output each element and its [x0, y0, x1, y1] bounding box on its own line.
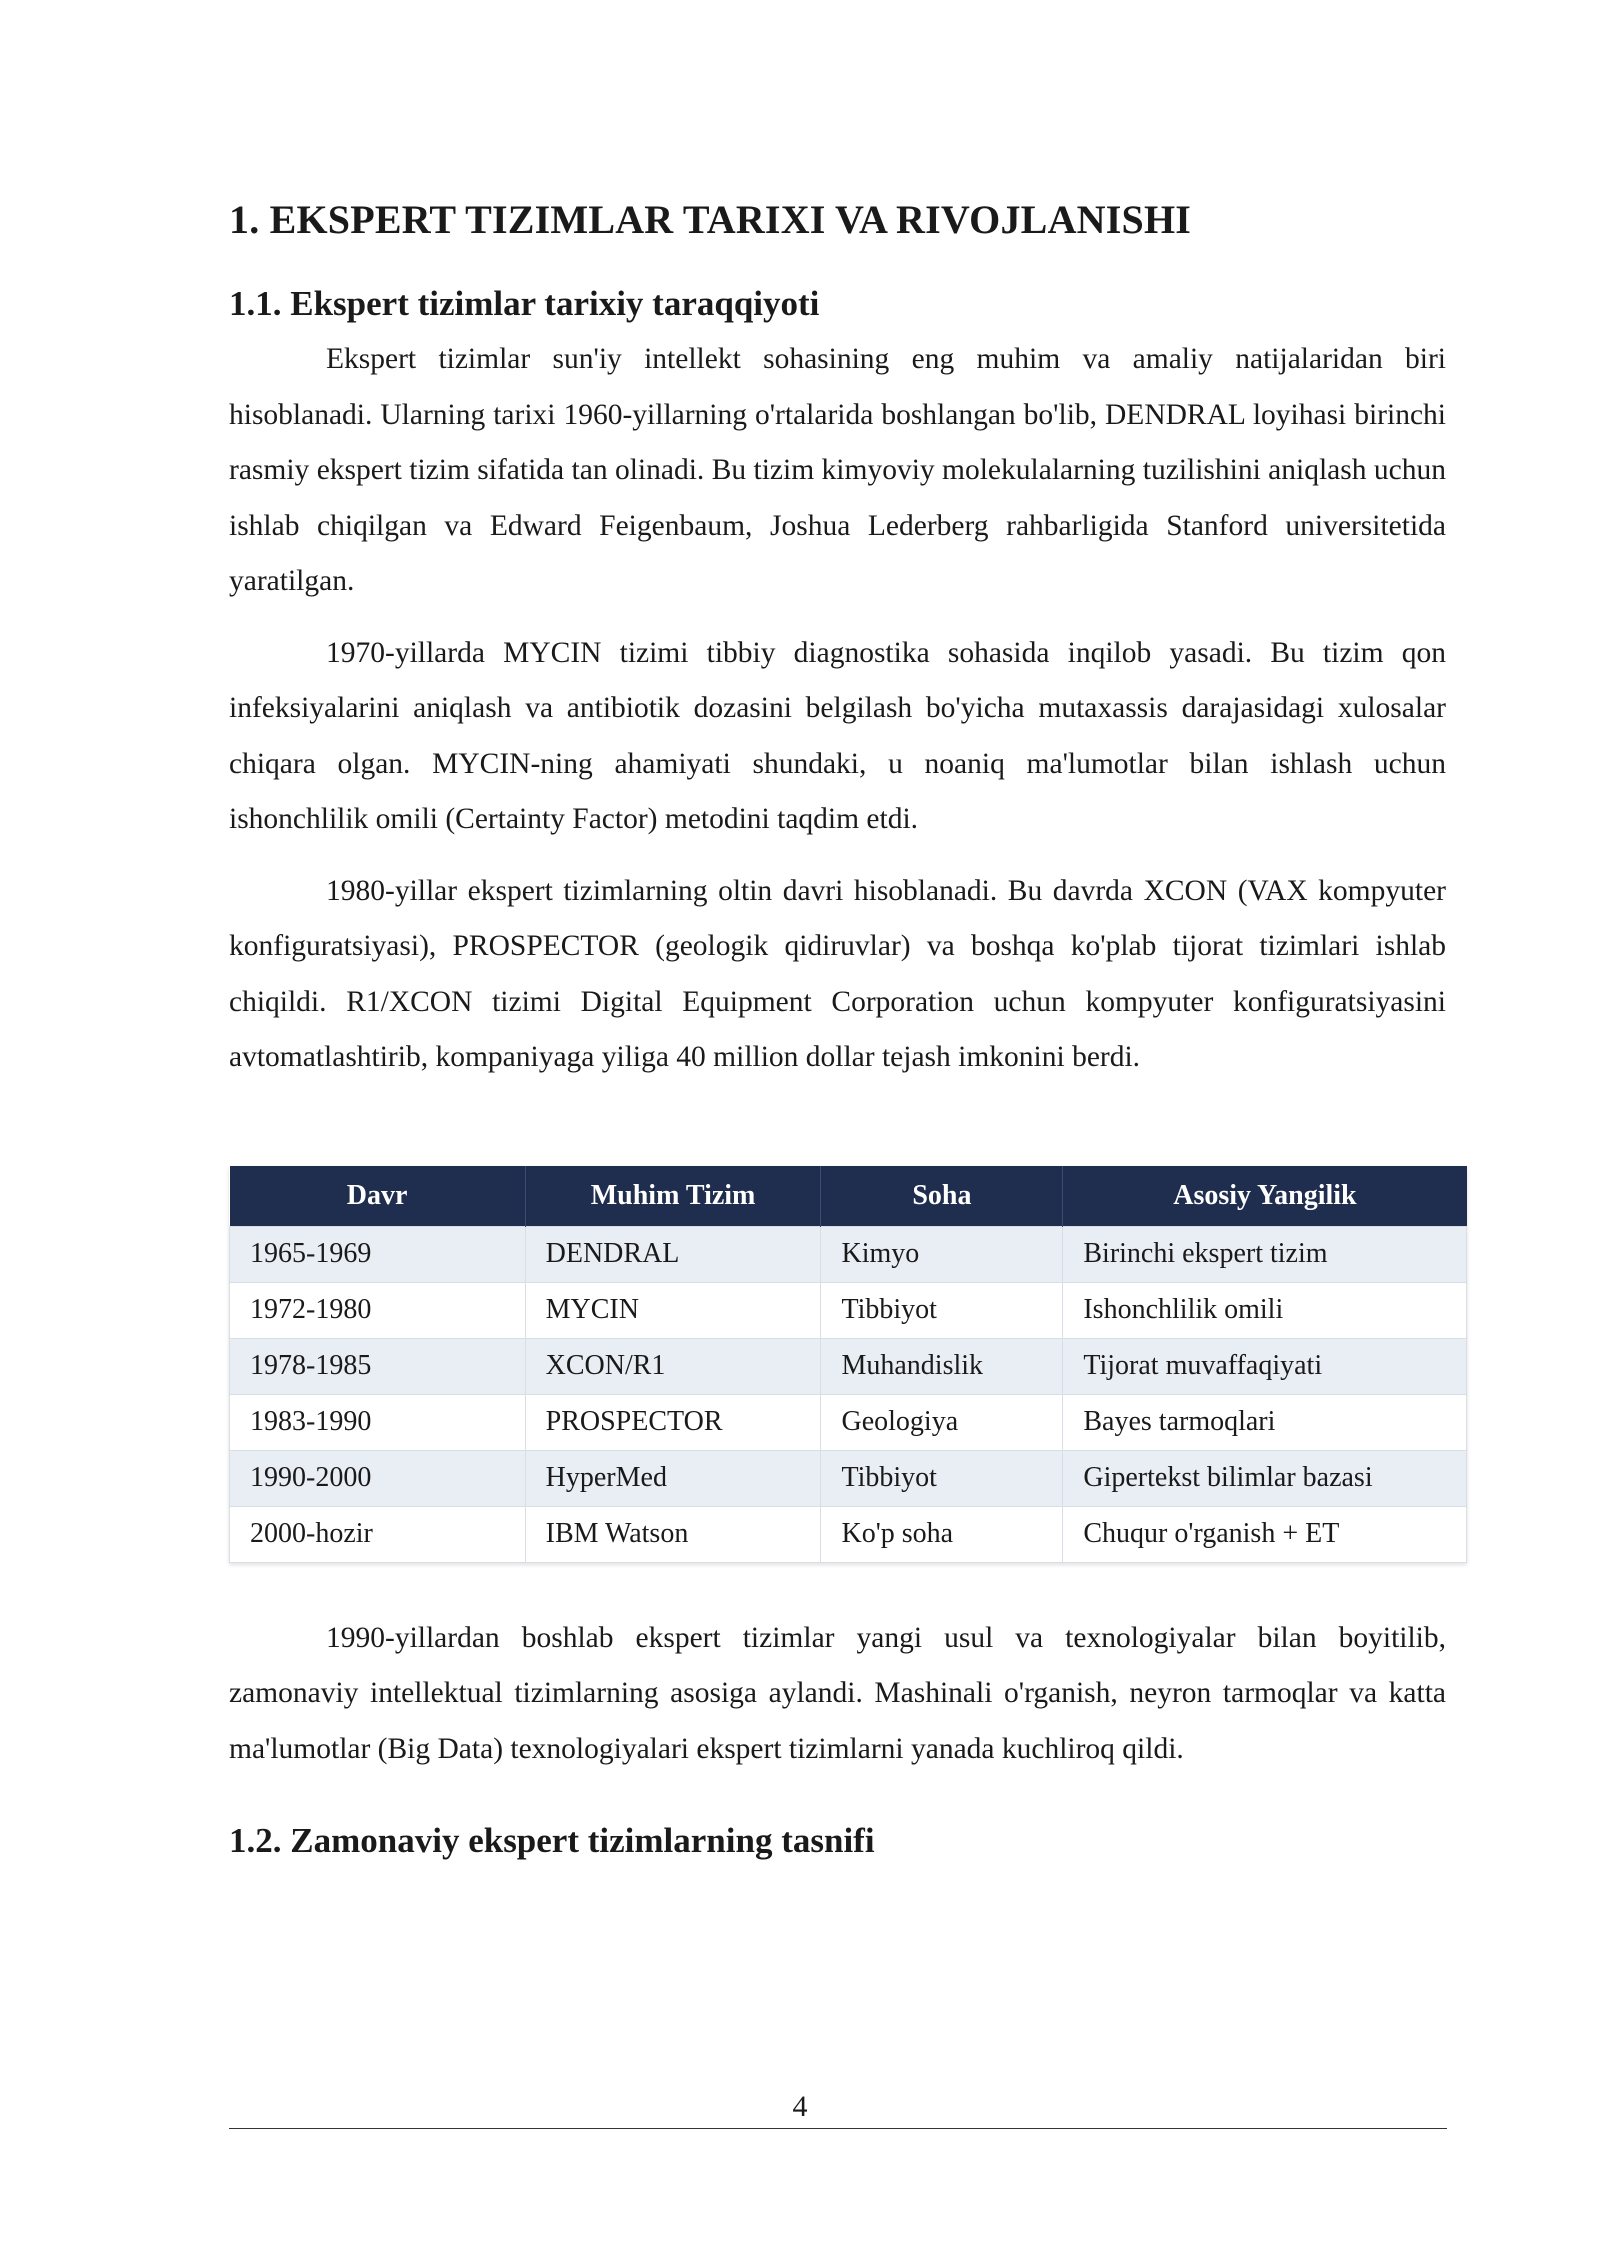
table-header-soha: Soha	[821, 1166, 1063, 1227]
table-cell-field: Muhandislik	[821, 1338, 1063, 1394]
history-table-wrapper	[229, 1166, 1467, 1563]
table-cell-innovation: Ishonchlilik omili	[1063, 1282, 1467, 1338]
history-table	[229, 1166, 1467, 1563]
table-cell-field: Ko'p soha	[821, 1506, 1063, 1562]
section-title-1-1: 1.1. Ekspert tizimlar tarixiy taraqqiyoti	[229, 284, 820, 323]
paragraph-golden-age: 1980-yillar ekspert tizimlarning oltin davri hisoblanadi. Bu davrda XCON (VAX kompyuter konfiguratsiyasi), PROSPECTOR (geologik qidiruvlar) va boshqa ko'plab tijorat tizimlari ishlab chiqildi. R1/XCON tizimi Digital Equipment Corporation uchun kompyuter konfiguratsiyasini avtomatlashtirib, kompaniyaga yiliga 40 million dollar tejash imkonini berdi.	[229, 874, 1446, 1073]
table-cell-period: 1972-1980	[230, 1282, 526, 1338]
table-cell-period: 1983-1990	[230, 1394, 526, 1450]
table-row	[230, 1506, 1467, 1562]
table-cell-system: MYCIN	[525, 1282, 821, 1338]
table-cell-system: PROSPECTOR	[525, 1394, 821, 1450]
table-cell-system: HyperMed	[525, 1450, 821, 1506]
paragraph-modern-era: 1990-yillardan boshlab ekspert tizimlar yangi usul va texnologiyalar bilan boyitilib, zamonaviy intellektual tizimlarning asosiga aylandi. Mashinali o'rganish, neyron tarmoqlar va katta ma'lumotlar (Big Data) texnologiyalari ekspert tizimlarni yanada kuchliroq qildi.	[229, 1621, 1446, 1765]
table-row	[230, 1282, 1467, 1338]
chapter-title: 1. EKSPERT TIZIMLAR TARIXI VA RIVOJLANISHI	[229, 197, 1192, 242]
table-row	[230, 1394, 1467, 1450]
table-header-davr: Davr	[230, 1166, 526, 1227]
table-cell-period: 1978-1985	[230, 1338, 526, 1394]
table-row	[230, 1226, 1467, 1282]
table-cell-field: Tibbiyot	[821, 1282, 1063, 1338]
table-header-muhim-tizim: Muhim Tizim	[525, 1166, 821, 1227]
table-cell-field: Kimyo	[821, 1226, 1063, 1282]
table-cell-field: Geologiya	[821, 1394, 1063, 1450]
table-row	[230, 1450, 1467, 1506]
section-title-1-2: 1.2. Zamonaviy ekspert tizimlarning tasnifi	[229, 1821, 875, 1860]
table-cell-system: XCON/R1	[525, 1338, 821, 1394]
table-cell-innovation: Bayes tarmoqlari	[1063, 1394, 1467, 1450]
table-header-asosiy-yangilik: Asosiy Yangilik	[1063, 1166, 1467, 1227]
table-row	[230, 1338, 1467, 1394]
page-number: 4	[792, 2090, 808, 2123]
table-cell-period: 2000-hozir	[230, 1506, 526, 1562]
table-cell-period: 1965-1969	[230, 1226, 526, 1282]
table-cell-system: DENDRAL	[525, 1226, 821, 1282]
table-cell-period: 1990-2000	[230, 1450, 526, 1506]
table-cell-innovation: Gipertekst bilimlar bazasi	[1063, 1450, 1467, 1506]
footer-divider	[229, 2128, 1447, 2129]
paragraph-mycin: 1970-yillarda MYCIN tizimi tibbiy diagnostika sohasida inqilob yasadi. Bu tizim qon infeksiyalarini aniqlash va antibiotik dozasini belgilash bo'yicha mutaxassis darajasidagi xulosalar chiqara olgan. MYCIN-ning ahamiyati shundaki, u noaniq ma'lumotlar bilan ishlash uchun ishonchlilik omili (Certainty Factor) metodini taqdim etdi.	[229, 636, 1446, 835]
table-cell-innovation: Tijorat muvaffaqiyati	[1063, 1338, 1467, 1394]
paragraph-dendral: Ekspert tizimlar sun'iy intellekt sohasining eng muhim va amaliy natijalaridan biri hisoblanadi. Ularning tarixi 1960-yillarning o'rtalarida boshlangan bo'lib, DENDRAL loyihasi birinchi rasmiy ekspert tizim sifatida tan olinadi. Bu tizim kimyoviy molekulalarning tuzilishini aniqlash uchun ishlab chiqilgan va Edward Feigenbaum, Joshua Lederberg rahbarligida Stanford universitetida yaratilgan.	[229, 343, 1446, 597]
table-cell-innovation: Birinchi ekspert tizim	[1063, 1226, 1467, 1282]
table-cell-field: Tibbiyot	[821, 1450, 1063, 1506]
table-cell-innovation: Chuqur o'rganish + ET	[1063, 1506, 1467, 1562]
table-header-row	[230, 1166, 1467, 1227]
page-content	[229, 190, 1446, 1869]
table-cell-system: IBM Watson	[525, 1506, 821, 1562]
